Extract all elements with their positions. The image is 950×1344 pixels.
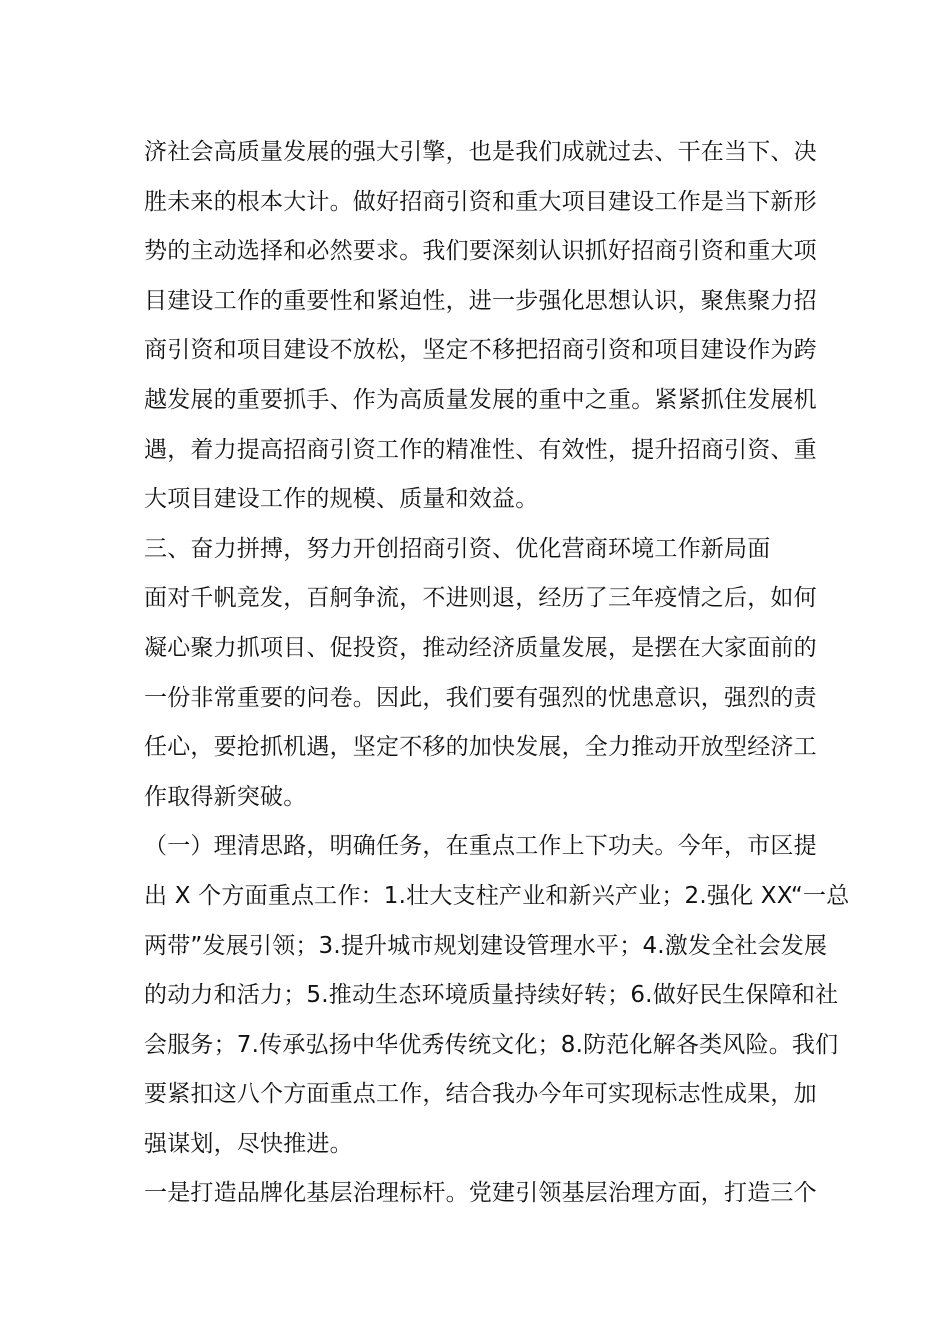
body-text-line: 商引资和项目建设不放松，坚定不移把招商引资和项目建设作为跨 xyxy=(144,337,817,364)
body-text-line: 大项目建设工作的规模、质量和效益。 xyxy=(144,486,539,513)
body-text-line: 越发展的重要抓手、作为高质量发展的重中之重。紧紧抓住发展机 xyxy=(144,386,817,413)
body-text-line: 遇，着力提高招商引资工作的精准性、有效性，提升招商引资、重 xyxy=(144,436,817,463)
body-text-line: 凝心聚力抓项目、促投资，推动经济质量发展，是摆在大家面前的 xyxy=(144,634,817,661)
body-text-line: 任心，要抢抓机遇，坚定不移的加快发展，全力推动开放型经济工 xyxy=(144,734,817,761)
document-body xyxy=(144,128,850,1219)
body-text-line: 两带”发展引领；3.提升城市规划建设管理水平；4.激发全社会发展 xyxy=(144,932,828,959)
body-text-line: 一份非常重要的问卷。因此，我们要有强烈的忧患意识，强烈的责 xyxy=(144,684,817,711)
body-text-line: 胜未来的根本大计。做好招商引资和重大项目建设工作是当下新形 xyxy=(144,188,817,215)
body-text-line: 要紧扣这八个方面重点工作，结合我办今年可实现标志性成果，加 xyxy=(144,1081,817,1108)
body-text-line: 强谋划，尽快推进。 xyxy=(144,1130,353,1157)
body-text-line: 一是打造品牌化基层治理标杆。党建引领基层治理方面，打造三个 xyxy=(144,1180,817,1207)
body-text-line: 出 X 个方面重点工作：1.壮大支柱产业和新兴产业；2.强化 XX“一总 xyxy=(144,882,850,909)
body-text-line: 济社会高质量发展的强大引擎，也是我们成就过去、干在当下、决 xyxy=(144,139,817,165)
section-heading: 三、奋力拼搏，努力开创招商引资、优化营商环境工作新局面 xyxy=(144,535,771,562)
body-text-line: 势的主动选择和必然要求。我们要深刻认识抓好招商引资和重大项 xyxy=(144,238,817,265)
body-text-line: 作取得新突破。 xyxy=(144,783,307,810)
body-text-line: 目建设工作的重要性和紧迫性，进一步强化思想认识，聚焦聚力招 xyxy=(144,287,817,314)
body-text-line: 会服务；7.传承弘扬中华优秀传统文化；8.防范化解各类风险。我们 xyxy=(144,1031,839,1058)
body-text-line: 的动力和活力；5.推动生态环境质量持续好转；6.做好民生保障和社 xyxy=(144,982,839,1009)
body-text-line: 面对千帆竞发，百舸争流，不进则退，经历了三年疫情之后，如何 xyxy=(144,585,817,612)
subsection-heading-line: （一）理清思路，明确任务，在重点工作上下功夫。今年，市区提 xyxy=(144,833,817,860)
